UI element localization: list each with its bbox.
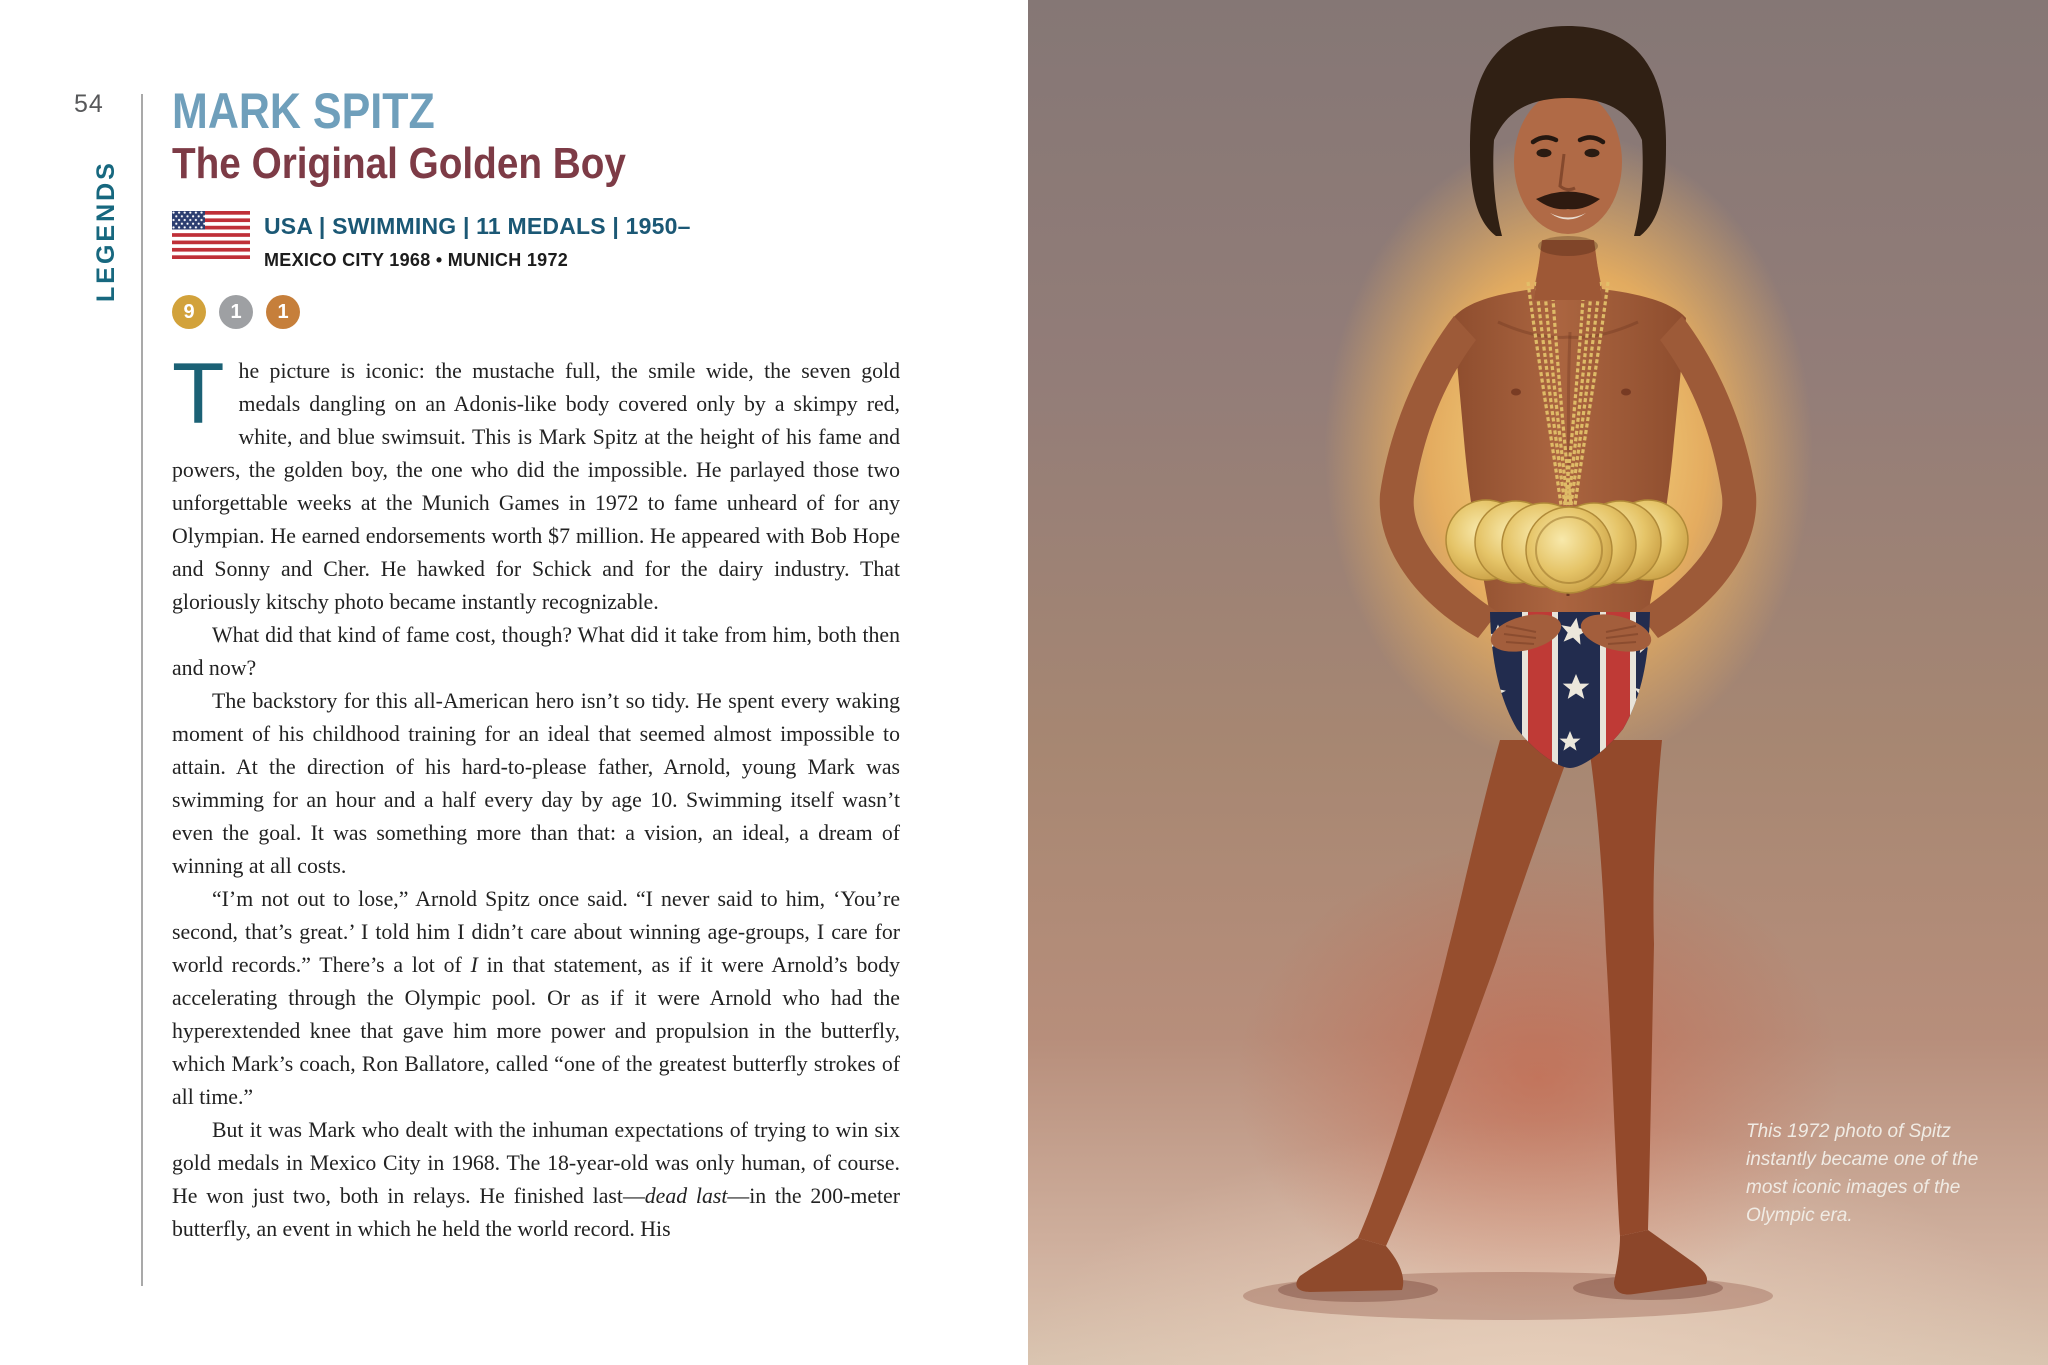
section-label: LEGENDS bbox=[92, 160, 120, 302]
margin-rule bbox=[141, 94, 143, 1286]
paragraph: The backstory for this all-American hero isn’t so tidy. He spent every waking moment of his childhood training for an ideal that seemed almost impossible to attain. At the direction of his hard-to-please father, Arnold, young Mark was swimming for an hour and a half every day by age 10. Swimming itself wasn’t even the goal. It was something more than that: a vision, an ideal, a dream of winning at all costs. bbox=[172, 689, 900, 879]
drop-cap: T bbox=[172, 346, 225, 443]
medal-count-row bbox=[172, 295, 900, 329]
medal-badge-bronze: 1 bbox=[266, 295, 300, 329]
page-number: 54 bbox=[74, 90, 104, 118]
paragraph: What did that kind of fame cost, though? What did it take from him, both then and now? bbox=[172, 623, 900, 681]
athlete-stats-line: USA | SWIMMING | 11 MEDALS | 1950– bbox=[264, 213, 691, 240]
page-subtitle: The Original Golden Boy bbox=[172, 139, 626, 188]
medal-badge-silver: 1 bbox=[219, 295, 253, 329]
photo-page bbox=[1028, 0, 2048, 1365]
page-content bbox=[172, 83, 900, 1246]
paragraph: “I’m not out to lose,” Arnold Spitz once said. “I never said to him, ‘You’re second, that’s great.’ I told him I didn’t care about winning age-groups, I care for world records.” There’s a lot of I in that statement, as if it were Arnold’s body accelerating through the Olympic pool. Or as if it were Arnold who had the hyperextended knee that gave him more power and propulsion in the butterfly, which Mark’s coach, Ron Ballatore, called “one of the greatest butterfly strokes of all time.” bbox=[172, 887, 900, 1110]
usa-flag-icon bbox=[172, 211, 250, 259]
athlete-meta-text bbox=[264, 211, 691, 271]
page-title: MARK SPITZ bbox=[172, 83, 435, 139]
photo-caption: This 1972 photo of Spitz instantly became one of the most iconic images of the Olympic era. bbox=[1746, 1121, 1979, 1226]
medal-badge-gold: 9 bbox=[172, 295, 206, 329]
paragraph: The picture is iconic: the mustache full, the smile wide, the seven gold medals dangling on an Adonis-like body covered only by a skimpy red, white, and blue swimsuit. This is Mark Spitz at the height of his fame and powers, the golden boy, the one who did the impossible. He parlayed those two unforgettable weeks at the Munich Games in 1972 to fame unheard of for any Olympian. He earned endorsements worth $7 million. He appeared with Bob Hope and Sonny and Cher. He hawked for Schick and for the dairy industry. That gloriously kitschy photo became instantly recognizable. bbox=[172, 346, 900, 615]
athlete-games-line: MEXICO CITY 1968 • MUNICH 1972 bbox=[264, 250, 569, 271]
athlete-meta bbox=[172, 211, 900, 271]
article-body bbox=[172, 346, 900, 1246]
paragraph: But it was Mark who dealt with the inhuman expectations of trying to win six gold medals in Mexico City in 1968. The 18-year-old was only human, of course. He won just two, both in relays. He finished last—dead last—in the 200-meter butterfly, an event in which he held the world record. His bbox=[172, 1118, 900, 1242]
